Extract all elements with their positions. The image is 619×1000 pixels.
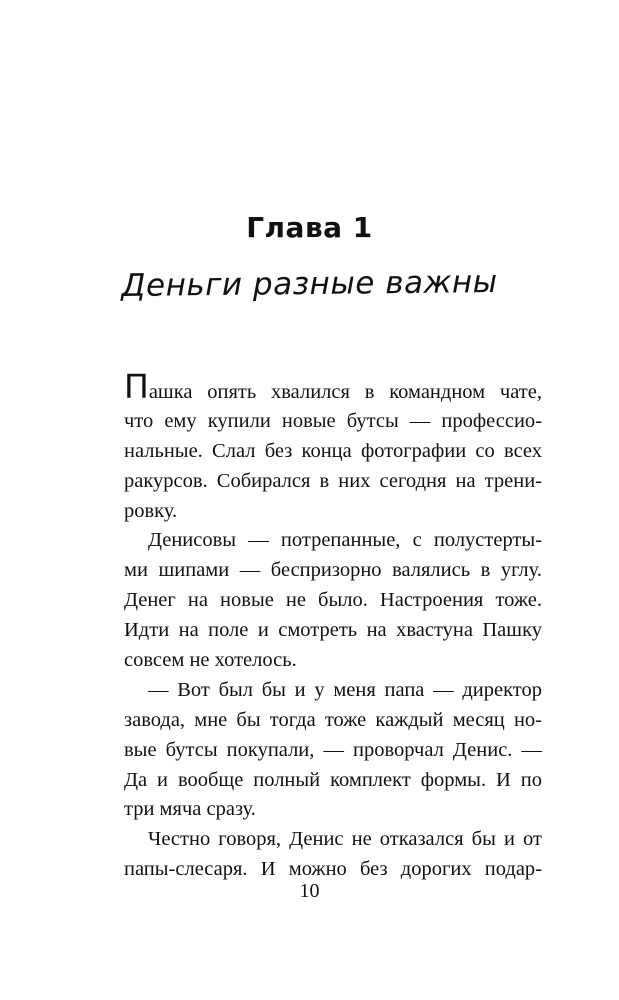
text-line: Пашка опять хвалился в командном чате, [124,367,542,406]
text-line: ракурсов. Собирался в них сегодня на трени- [124,469,542,492]
text-line: Честно говоря, Денис не отказался бы и от [148,828,542,851]
chapter-title: Глава 1 [246,211,373,244]
text-line: Денисовы — потрепанные, с полустерты- [148,529,542,552]
text-line: Да и вообще полный комплект формы. И по [124,768,542,791]
text-line: ровку. [124,499,178,522]
text-line: папы-слесаря. И можно без дорогих подар- [124,858,542,881]
text-line: три мяча сразу. [124,798,256,821]
page-number: 10 [299,880,320,902]
text-line: что ему купили новые бутсы — профессио- [124,409,542,432]
text-line: Идти на поле и смотреть на хвастуна Пашку [124,619,542,642]
text-line: Денег на новые не было. Настроения тоже. [124,589,542,612]
text-line: — Вот был бы и у меня папа — директор [148,678,542,701]
chapter-subtitle: Деньги разные важны [121,264,498,304]
drop-cap: П [124,367,149,406]
text-line: ми шипами — беспризорно валялись в углу. [124,559,542,582]
text-line: нальные. Слал без конца фотографии со всех [124,439,542,462]
text-line: завода, мне бы тогда тоже каждый месяц но- [124,708,542,731]
text-line: вые бутсы покупали, — проворчал Денис. — [124,738,542,761]
body-text [124,367,542,885]
text-line: совсем не хотелось. [124,649,297,672]
